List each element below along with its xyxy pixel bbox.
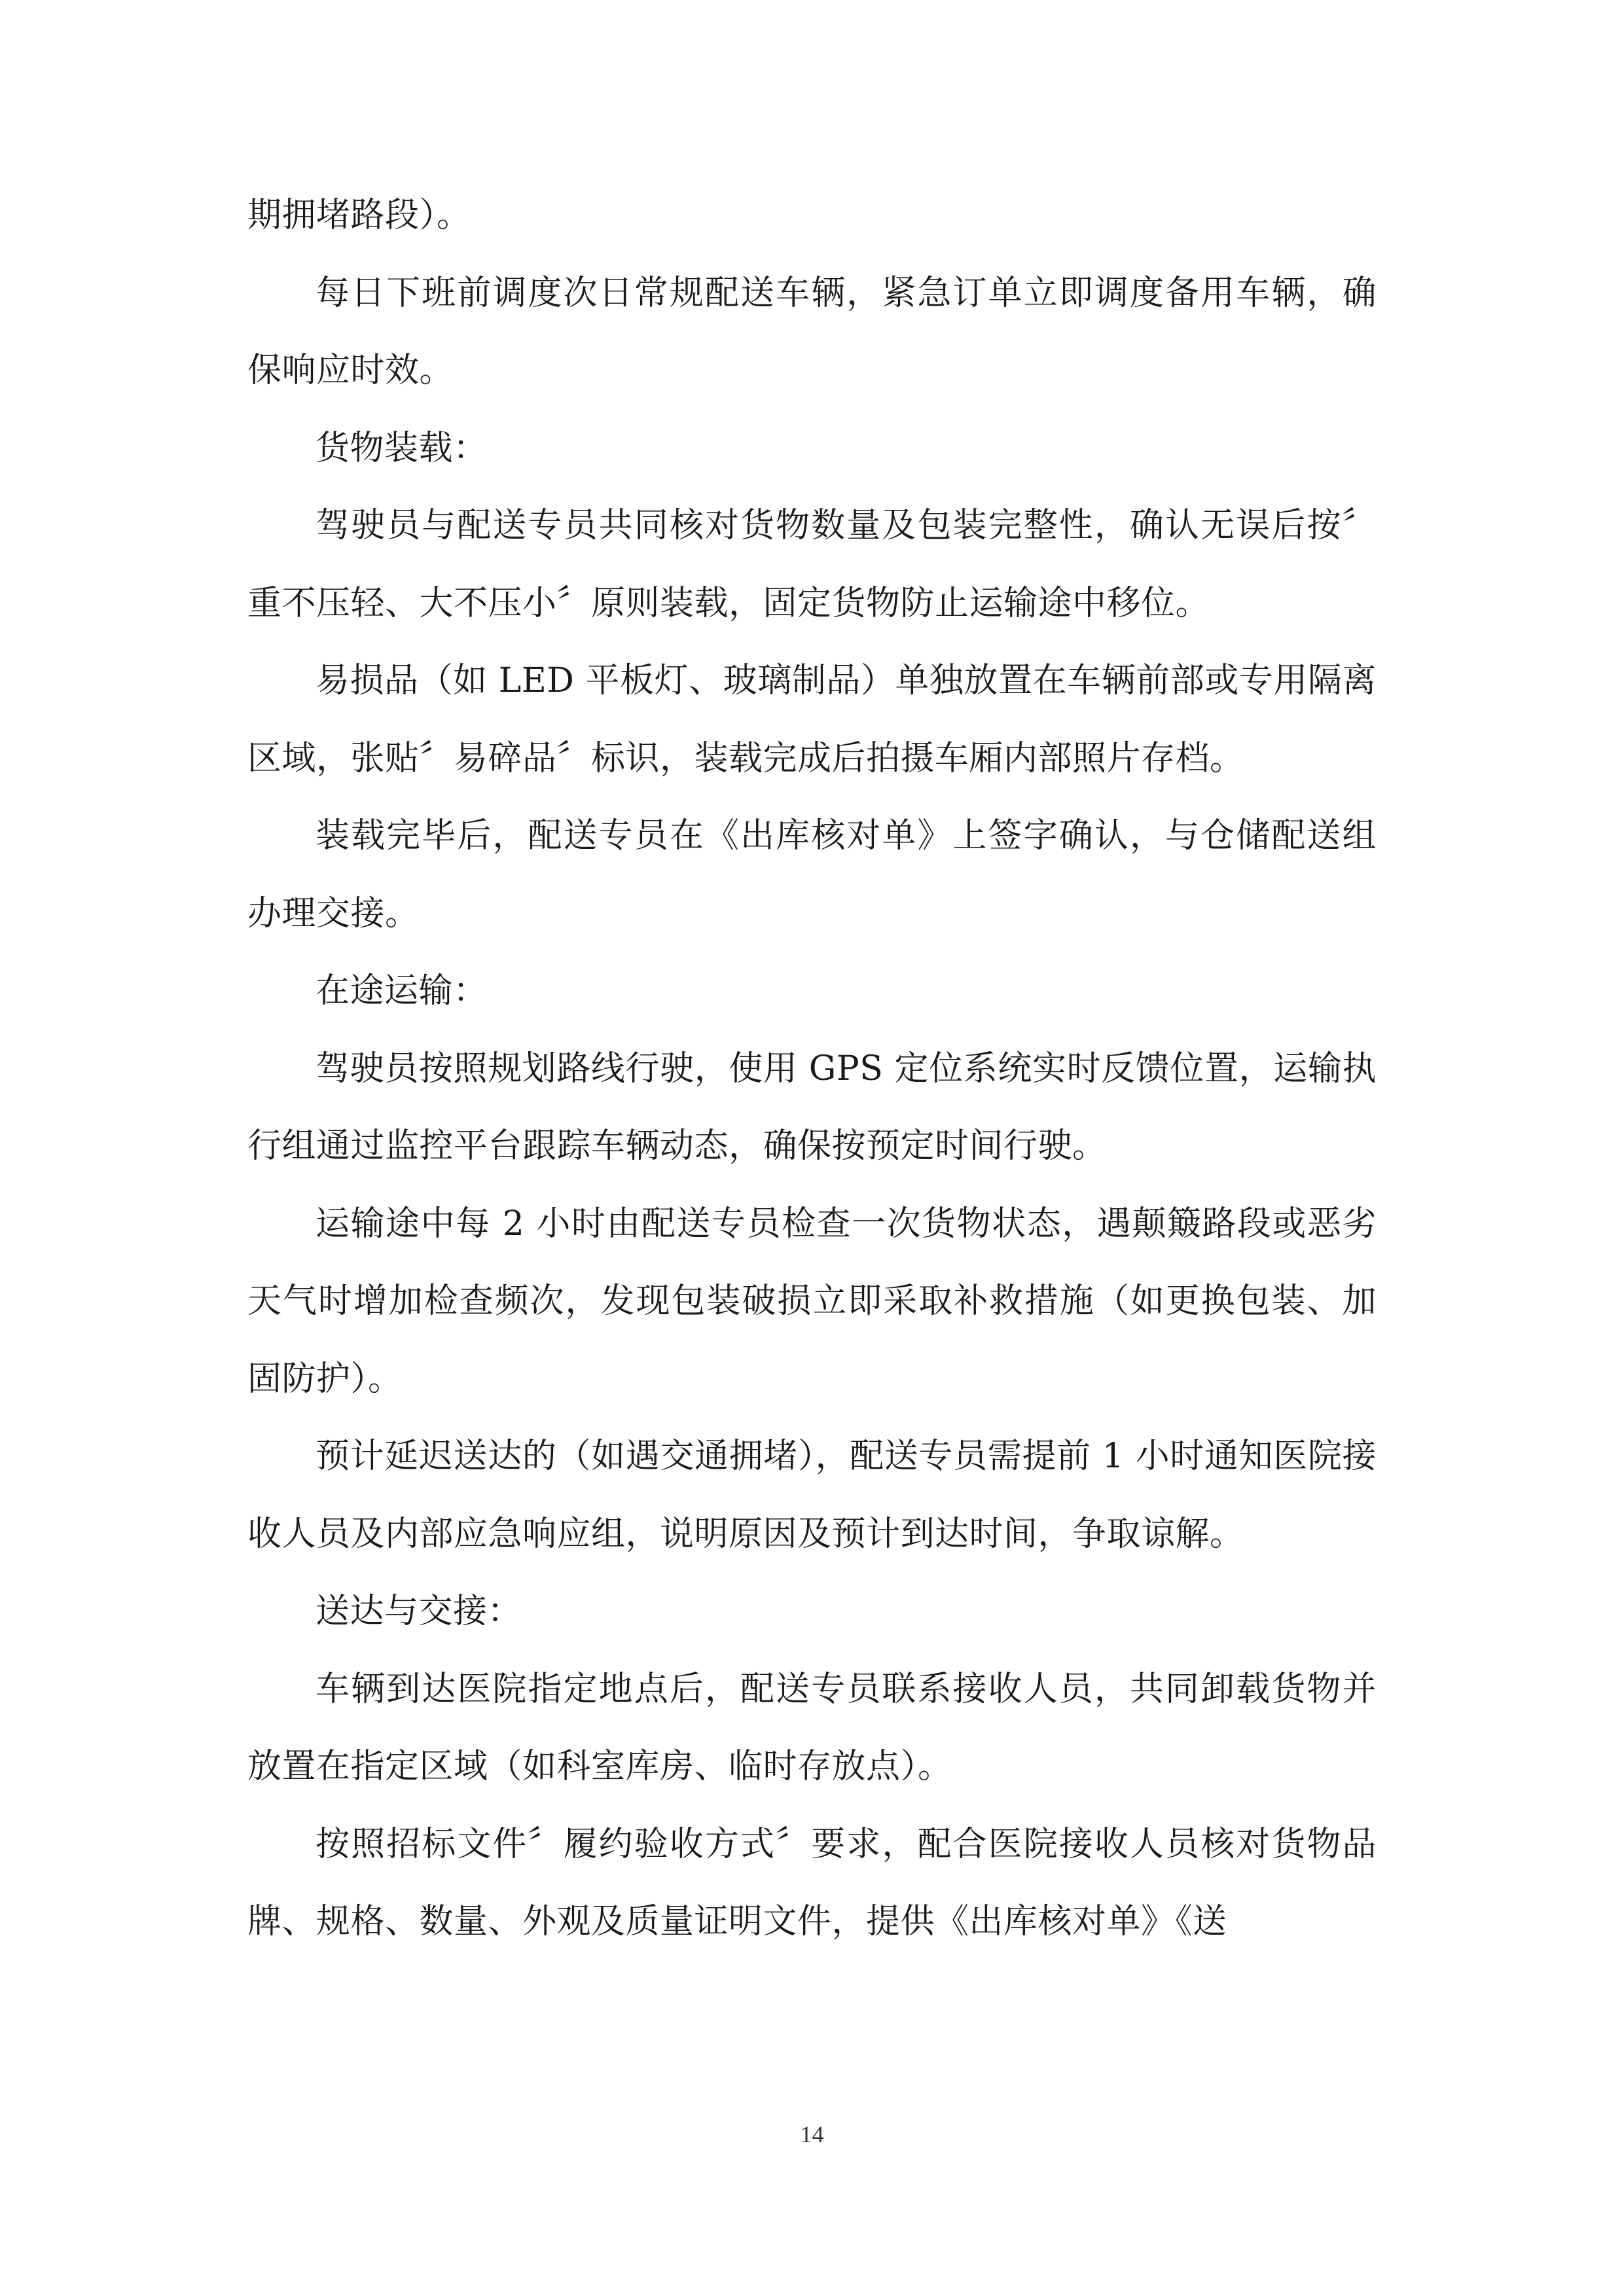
- paragraph-9: 运输途中每 2 小时由配送专员检查一次货物状态，遇颠簸路段或恶劣天气时增加检查频次，发现包装破损立即采取补救措施（如更换包装、加固防护）。: [247, 1204, 1377, 1399]
- paragraph-6: 装载完毕后，配送专员在《出库核对单》上签字确认，与仓储配送组办理交接。: [247, 816, 1377, 933]
- section-heading-cargo-loading: 货物装载：: [316, 428, 488, 468]
- document-body: [247, 177, 1377, 1961]
- paragraph-1: 期拥堵路段）。: [247, 196, 471, 235]
- page-number: 14: [800, 2121, 824, 2147]
- paragraph-8: 驾驶员按照规划路线行驶，使用 GPS 定位系统实时反馈位置，运输执行组通过监控平台跟踪车辆动态，确保按预定时间行驶。: [247, 1049, 1377, 1166]
- paragraph-10: 预计延迟送达的（如遇交通拥堵），配送专员需提前 1 小时通知医院接收人员及内部应急响应组，说明原因及预计到达时间，争取谅解。: [247, 1437, 1377, 1554]
- paragraph-4: 驾驶员与配送专员共同核对货物数量及包装完整性，确认无误后按〞重不压轻、大不压小〞原则装载，固定货物防止运输途中移位。: [247, 506, 1377, 623]
- paragraph-12: 车辆到达医院指定地点后，配送专员联系接收人员，共同卸载货物并放置在指定区域（如科室库房、临时存放点）。: [247, 1669, 1377, 1786]
- paragraph-13: 按照招标文件〞履约验收方式〞要求，配合医院接收人员核对货物品牌、规格、数量、外观及质量证明文件，提供《出库核对单》《送: [247, 1824, 1377, 1941]
- section-heading-in-transit: 在途运输：: [316, 971, 488, 1011]
- section-heading-delivery-handover: 送达与交接：: [316, 1592, 522, 1631]
- paragraph-5: 易损品（如 LED 平板灯、玻璃制品）单独放置在车辆前部或专用隔离区域，张贴〞易碎品〞标识，装载完成后拍摄车厢内部照片存档。: [247, 661, 1377, 778]
- paragraph-2: 每日下班前调度次日常规配送车辆，紧急订单立即调度备用车辆，确保响应时效。: [247, 273, 1377, 390]
